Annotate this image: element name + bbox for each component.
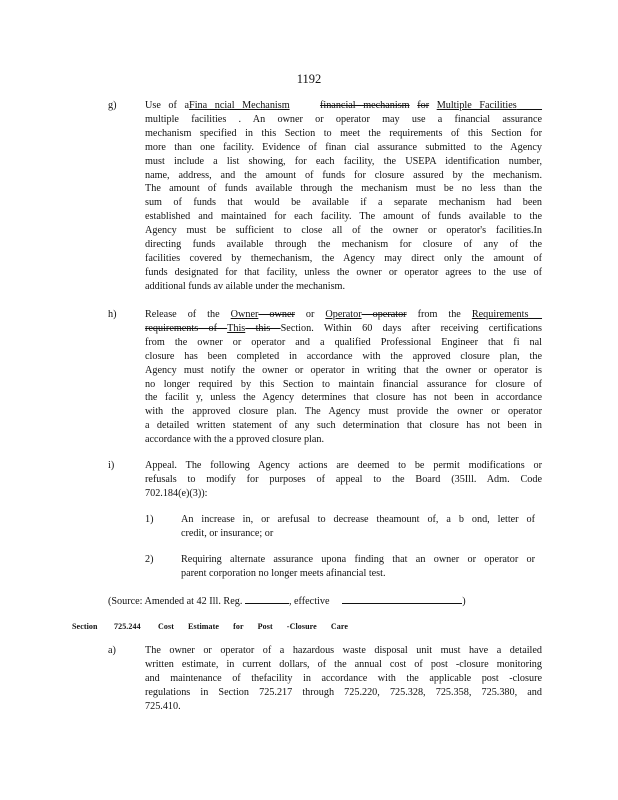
subitem-text — [181, 553, 535, 581]
inserted-text: Owner — [230, 309, 259, 320]
item-text — [145, 99, 542, 294]
subitem-2 — [145, 553, 535, 581]
blank-line — [342, 593, 462, 604]
deleted-text: operator — [361, 309, 407, 320]
text-line: parent corporation no longer meets afinancial test. — [181, 567, 386, 579]
page-number: 1192 — [296, 72, 322, 86]
text-line: sum of funds that would be available if a separate mechanism had been — [145, 197, 542, 209]
text-line: multiple facilities . An owner or operator may use a financial assurance — [145, 113, 542, 125]
text-line: no longer required by this Section to maintain financial assurance for closure of — [145, 378, 542, 390]
inserted-text: Multiple Facilities — [436, 100, 517, 111]
section-title: Cost Estimate for Post -Closure Care — [158, 622, 349, 631]
inserted-text: Operator — [325, 309, 362, 320]
text-line: name, address, and the amount of funds for closure assured by the mechanism. — [145, 169, 542, 181]
text-line: 725.410. — [145, 700, 181, 712]
text-line: written estimate, in current dollars, of the annual cost of post -closure monitoring — [145, 658, 542, 670]
item-marker: g) — [108, 100, 117, 111]
deleted-text: of — [198, 322, 228, 334]
text-line: the facilit y, unless the Agency determines that closure has not been in accordance — [145, 392, 542, 404]
source-note — [108, 593, 466, 609]
text-line: a detailed written statement of any such determination that closure has not been in — [145, 420, 542, 432]
item-marker: h) — [108, 309, 117, 320]
subitem-1 — [145, 513, 535, 541]
text-fragment: Release of the — [145, 309, 231, 320]
text-line: additional funds av ailable under the mechanism. — [145, 280, 346, 292]
text-line: Appeal. The following Agency actions are deemed to be permit modifications or — [145, 460, 542, 471]
text-fragment: Use of a — [145, 100, 190, 111]
text-line: 702.184(e)(3)): — [145, 487, 208, 499]
text-line: facilities covered by themechanism, the Agency may direct only the amount of — [145, 252, 542, 264]
deleted-text: owner — [258, 309, 295, 320]
source-suffix: ) — [462, 596, 466, 607]
text-line: directing funds available through the mechanism for closure of any of the — [145, 239, 542, 251]
text-line: Agency must notify the owner or operator in writing that the owner or operator is — [145, 364, 542, 376]
inserted-text — [517, 100, 542, 111]
text-line: must include a list showing, for each facility, the USEPA identification number, — [145, 155, 542, 167]
text-line: Requiring alternate assurance upona finding that an owner or operator or — [181, 554, 535, 565]
text-line — [145, 308, 542, 322]
text-line: closure has been completed in accordance with the approved closure plan, the — [145, 350, 542, 362]
item-h — [108, 308, 542, 447]
item-text — [145, 644, 542, 714]
inserted-text — [528, 309, 542, 320]
text-line: with the approved closure plan. The Agency must provide the owner or operator — [145, 406, 542, 418]
item-a — [108, 644, 542, 714]
item-marker: a) — [108, 645, 116, 656]
section-label: Section — [72, 622, 98, 631]
text-line: credit, or insurance; or — [181, 527, 274, 539]
text-line: from the owner or operator and a qualified Professional Engineer that fi nal — [145, 336, 542, 348]
item-i — [108, 459, 542, 501]
text-line: mechanism specified in this Section to meet the requirements of this Section for — [145, 127, 542, 139]
item-text — [145, 459, 542, 501]
source-prefix: (Source: Amended at 42 Ill. Reg. — [108, 596, 243, 607]
text-line: regulations in Section 725.217 through 725.220, 725.328, 725.358, 725.380, and — [145, 686, 542, 698]
deleted-text: financial mechanism — [319, 100, 410, 111]
deleted-text: this — [245, 322, 281, 334]
text-line: and maintenance of thefacility in accordance with the applicable post -closure — [145, 672, 542, 684]
source-middle: , effective — [288, 596, 330, 607]
blank-line — [245, 593, 289, 604]
item-text — [145, 308, 542, 447]
text-line: refusals to modify for purposes of appeal to the Board (35Ill. Adm. Code — [145, 473, 542, 485]
text-line: accordance with the a pproved closure plan. — [145, 434, 325, 446]
text-fragment: Section — [280, 322, 312, 334]
text-line — [145, 99, 542, 113]
text-line: established and maintained for each facility. The amount of funds available to the — [145, 211, 542, 223]
text-fragment: from the — [406, 309, 472, 320]
inserted-text: This — [227, 322, 246, 334]
text-line — [145, 322, 542, 336]
item-marker: i) — [108, 460, 115, 471]
text-line: more than one facility. Evidence of finan cial assurance submitted to the Agency — [145, 141, 542, 153]
subitem-text — [181, 513, 535, 541]
text-line: funds designated for that facility, unless the owner or operator agrees to the use of — [145, 266, 542, 278]
section-number: 725.244 — [114, 622, 141, 631]
deleted-text: requirements — [145, 322, 199, 334]
inserted-text: Requirements — [471, 309, 529, 320]
text-fragment: or — [294, 309, 326, 320]
text-line: The owner or operator of a hazardous waste disposal unit must have a detailed — [145, 645, 542, 656]
deleted-text: for — [417, 100, 430, 111]
subitem-marker: 1) — [145, 514, 154, 525]
text-fragment: . Within 60 days after receiving certifications — [311, 322, 542, 334]
subitem-marker: 2) — [145, 554, 154, 565]
text-line: An increase in, or arefusal to decrease theamount of, a b ond, letter of — [181, 514, 535, 525]
item-g — [108, 99, 542, 294]
text-line: The amount of funds available through the mechanism must be no less than the — [145, 183, 542, 195]
text-line: Agency must be sufficient to close all of the owner or operator's facilities.In — [145, 225, 542, 237]
inserted-text: Fina ncial Mechanism — [189, 100, 290, 111]
